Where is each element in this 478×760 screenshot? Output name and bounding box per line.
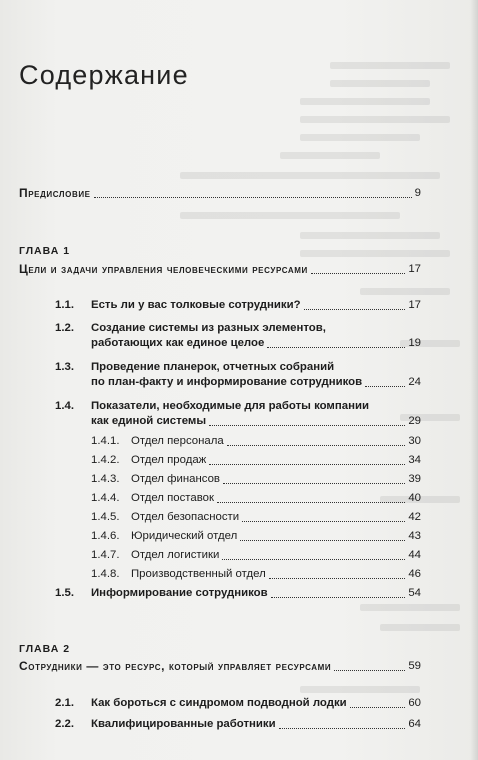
section-title: Есть ли у вас толковые сотрудники? (91, 299, 301, 311)
toc-entry-section[interactable] (55, 696, 421, 711)
toc-page-number: 60 (408, 697, 421, 709)
subsection-number: 1.4.2. (91, 454, 120, 466)
section-title-line: как единой системы (91, 415, 207, 427)
toc-page-number: 30 (408, 435, 421, 447)
subsection-number: 1.4.5. (91, 511, 120, 523)
section-number: 1.3. (55, 361, 74, 373)
subsection-number: 1.4.7. (91, 549, 120, 561)
section-title-line: Создание системы из разных элементов, (91, 322, 326, 334)
leader-dots (94, 197, 412, 198)
toc-entry-section[interactable] (55, 321, 421, 351)
chapter-label: ГЛАВА 1 (19, 245, 71, 257)
toc-entry-chapter-2[interactable] (19, 659, 421, 674)
subsection-title: Отдел безопасности (131, 511, 240, 523)
toc-entry-section[interactable] (55, 586, 421, 601)
subsection-title: Юридический отдел (131, 530, 238, 542)
leader-dots (271, 597, 406, 598)
section-title: Информирование сотрудников (91, 587, 268, 599)
subsection-title: Производственный отдел (131, 568, 266, 580)
chapter-title: Сотрудники — это ресурс, который управляет ресурсами (19, 659, 332, 673)
leader-dots (209, 425, 405, 426)
toc-entry-subsection[interactable] (91, 529, 421, 544)
toc-page-number: 34 (408, 454, 421, 466)
toc-entry-section[interactable] (55, 298, 421, 313)
leader-dots (311, 273, 405, 274)
toc-page-number: 17 (408, 263, 421, 275)
section-number: 2.1. (55, 697, 74, 709)
toc-page-number: 9 (414, 187, 421, 199)
toc-entry-subsection[interactable] (91, 491, 421, 506)
toc-entry-section[interactable] (55, 717, 421, 732)
leader-dots (350, 707, 406, 708)
subsection-number: 1.4.4. (91, 492, 120, 504)
section-number: 1.1. (55, 299, 74, 311)
section-title-line: Показатели, необходимые для работы компании (91, 400, 369, 412)
page-title: Содержание (19, 60, 189, 90)
subsection-title: Отдел логистики (131, 549, 220, 561)
toc-page-number: 29 (408, 415, 421, 427)
subsection-title: Отдел продаж (131, 454, 207, 466)
subsection-number: 1.4.6. (91, 530, 120, 542)
leader-dots (242, 521, 405, 522)
chapter-title: Цели и задачи управления человеческими ресурсами (19, 262, 308, 276)
chapter-label: ГЛАВА 2 (19, 643, 71, 655)
leader-dots (279, 728, 406, 729)
subsection-number: 1.4.3. (91, 473, 120, 485)
subsection-title: Отдел персонала (131, 435, 224, 447)
toc-page-number: 42 (408, 511, 421, 523)
leader-dots (209, 464, 405, 465)
toc-entry-subsection[interactable] (91, 453, 421, 468)
leader-dots (269, 578, 406, 579)
subsection-number: 1.4.8. (91, 568, 120, 580)
toc-page-number: 39 (408, 473, 421, 485)
toc-page-number: 19 (408, 337, 421, 349)
leader-dots (227, 445, 406, 446)
section-number: 1.5. (55, 587, 74, 599)
section-title-line: по план-факту и информирование сотрудников (91, 376, 363, 388)
toc-page-number: 59 (408, 660, 421, 672)
toc-entry-title: Предисловие (19, 186, 91, 200)
subsection-number: 1.4.1. (91, 435, 120, 447)
leader-dots (217, 502, 405, 503)
section-number: 1.2. (55, 322, 74, 334)
subsection-title: Отдел финансов (131, 473, 220, 485)
toc-entry-subsection[interactable] (91, 510, 421, 525)
leader-dots (365, 386, 405, 387)
toc-page-number: 24 (408, 376, 421, 388)
subsection-title: Отдел поставок (131, 492, 214, 504)
toc-entry-chapter-1[interactable] (19, 262, 421, 277)
section-title-line: работающих как единое целое (91, 337, 265, 349)
toc-page-number: 54 (408, 587, 421, 599)
leader-dots (240, 540, 405, 541)
leader-dots (304, 309, 406, 310)
toc-page-number: 64 (408, 718, 421, 730)
section-title: Квалифицированные работники (91, 718, 276, 730)
toc-page-number: 46 (408, 568, 421, 580)
toc-entry-subsection[interactable] (91, 548, 421, 563)
section-number: 1.4. (55, 400, 74, 412)
toc-page-number: 17 (408, 299, 421, 311)
toc-entry-subsection[interactable] (91, 567, 421, 582)
toc-entry-section[interactable] (55, 360, 421, 390)
leader-dots (334, 670, 405, 671)
toc-page-number: 40 (408, 492, 421, 504)
toc-entry-section[interactable] (55, 399, 421, 429)
toc-page-number: 44 (408, 549, 421, 561)
leader-dots (267, 347, 405, 348)
toc-page-number: 43 (408, 530, 421, 542)
section-title: Как бороться с синдромом подводной лодки (91, 697, 347, 709)
section-number: 2.2. (55, 718, 74, 730)
toc-entry-subsection[interactable] (91, 472, 421, 487)
section-title-line: Проведение планерок, отчетных собраний (91, 361, 335, 373)
toc-entry-preface[interactable] (19, 186, 421, 201)
leader-dots (222, 559, 405, 560)
leader-dots (223, 483, 405, 484)
toc-entry-subsection[interactable] (91, 434, 421, 449)
